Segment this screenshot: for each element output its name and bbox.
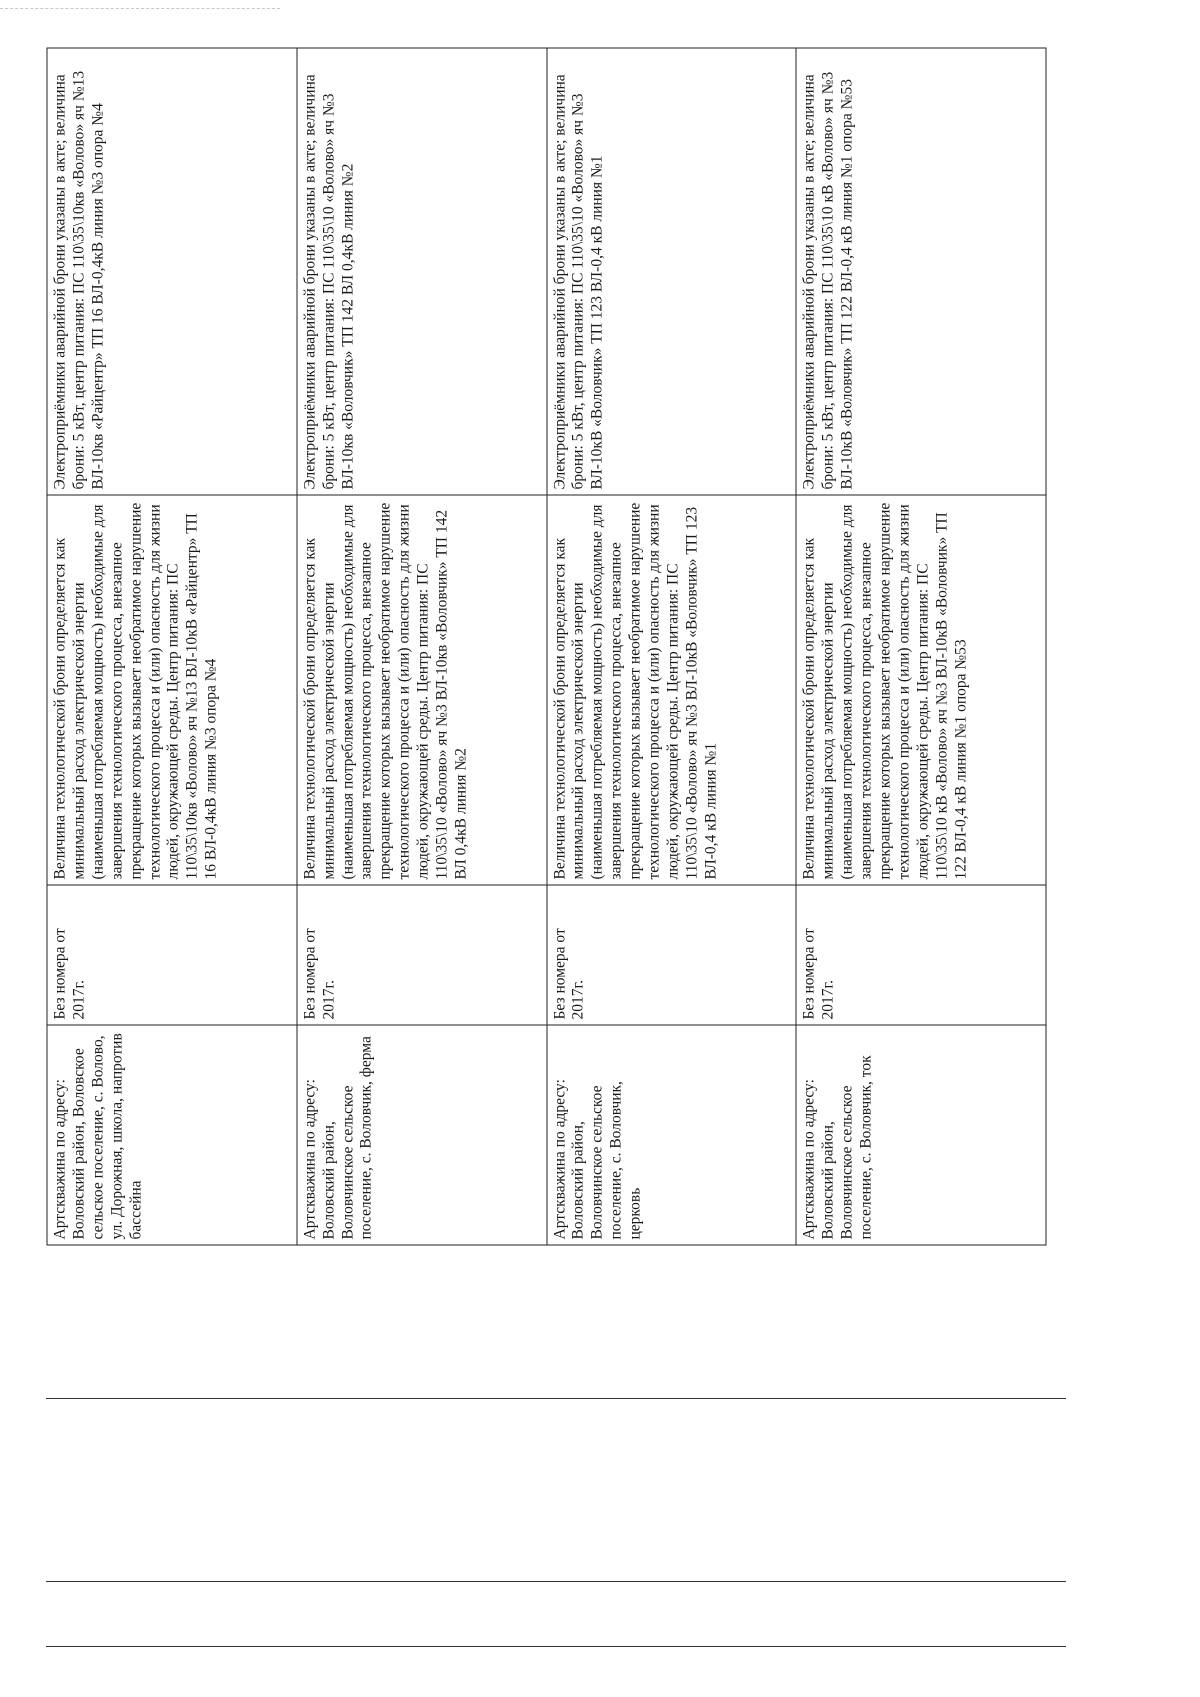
horizontal-rule <box>46 1646 1066 1647</box>
act-number-cell: Без номера от 2017г. <box>296 885 546 1025</box>
tech-reserve-cell: Величина технологической брони определяется как минимальный расход электрической энергии (наименьшая потребляемая мощность) необходимые для завершения технологического процесса, внезапное прекращение которых вызывает необратимое нарушение технологического процесса и (или) опасность для жизни людей, окружающей среды. Центр питания: ПС 110\35\10 «Волово» яч №3 ВЛ-10кв «Воловчик» ТП 142 ВЛ 0,4кВ линия №2 <box>296 495 546 885</box>
emergency-reserve-cell: Электроприёмники аварийной брони указаны в акте; величина брони: 5 кВт, центр питания: ПС 110\35\10 кВ «Волово» яч №3 ВЛ-10кВ «Воловчик» ТП 122 ВЛ-0,4 кВ линия №1 опора №53 <box>796 48 1046 495</box>
scan-artifact-line <box>0 8 280 9</box>
act-number-cell: Без номера от 2017г. <box>47 885 297 1025</box>
table-row <box>546 48 796 1245</box>
act-number-cell: Без номера от 2017г. <box>796 885 1046 1025</box>
horizontal-rule <box>46 1581 1066 1582</box>
table-row <box>796 48 1046 1245</box>
rotated-table-wrapper <box>46 48 1046 1245</box>
table-row <box>296 48 546 1245</box>
table-row <box>47 48 297 1245</box>
horizontal-rule <box>46 1398 1066 1399</box>
emergency-reserve-cell: Электроприёмники аварийной брони указаны в акте; величина брони: 5 кВт, центр питания: ПС 110\35\10 «Волово» яч №3 ВЛ-10кВ «Воловчик» ТП 123 ВЛ-0,4 кВ линия №1 <box>546 48 796 495</box>
object-cell: Артскважина по адресу: Воловский район, Воловчинское сельское поселение, с. Воловчик, церковь <box>546 1025 796 1245</box>
object-cell: Артскважина по адресу: Воловский район, Воловское сельское поселение, с. Волово, ул. Дорожная, школа, напротив бассейна <box>47 1025 297 1245</box>
tech-reserve-cell: Величина технологической брони определяется как минимальный расход электрической энергии (наименьшая потребляемая мощность) необходимые для завершения технологического процесса, внезапное прекращение которых вызывает необратимое нарушение технологического процесса и (или) опасность для жизни людей, окружающей среды. Центр питания: ПС 110\35\10 кВ «Волово» яч №3 ВЛ-10кВ «Воловчик» ТП 122 ВЛ-0,4 кВ линия №1 опора №53 <box>796 495 1046 885</box>
reserve-acts-table <box>46 47 1046 1245</box>
emergency-reserve-cell: Электроприёмники аварийной брони указаны в акте; величина брони: 5 кВт, центр питания: ПС 110\35\10 «Волово» яч №3 ВЛ-10кв «Воловчик» ТП 142 ВЛ 0,4кВ линия №2 <box>296 48 546 495</box>
tech-reserve-cell: Величина технологической брони определяется как минимальный расход электрической энергии (наименьшая потребляемая мощность) необходимые для завершения технологического процесса, внезапное прекращение которых вызывает необратимое нарушение технологического процесса и (или) опасность для жизни людей, окружающей среды. Центр питания: ПС 110\35\10кв «Волово» яч №13 ВЛ-10кВ «Райцентр» ТП 16 ВЛ-0,4кВ линия №3 опора №4 <box>47 495 297 885</box>
act-number-cell: Без номера от 2017г. <box>546 885 796 1025</box>
tech-reserve-cell: Величина технологической брони определяется как минимальный расход электрической энергии (наименьшая потребляемая мощность) необходимые для завершения технологического процесса, внезапное прекращение которых вызывает необратимое нарушение технологического процесса и (или) опасность для жизни людей, окружающей среды. Центр питания: ПС 110\35\10 «Волово» яч №3 ВЛ-10кВ «Воловчик» ТП 123 ВЛ-0,4 кВ линия №1 <box>546 495 796 885</box>
object-cell: Артскважина по адресу: Воловский район, Воловчинское сельское поселение, с. Воловчик, ток <box>796 1025 1046 1245</box>
object-cell: Артскважина по адресу: Воловский район, Воловчинское сельское поселение, с. Воловчик, ферма <box>296 1025 546 1245</box>
emergency-reserve-cell: Электроприёмники аварийной брони указаны в акте; величина брони: 5 кВт, центр питания: ПС 110\35\10кв «Волово» яч №13 ВЛ-10кв «Райцентр» ТП 16 ВЛ-0,4кВ линия №3 опора №4 <box>47 48 297 495</box>
